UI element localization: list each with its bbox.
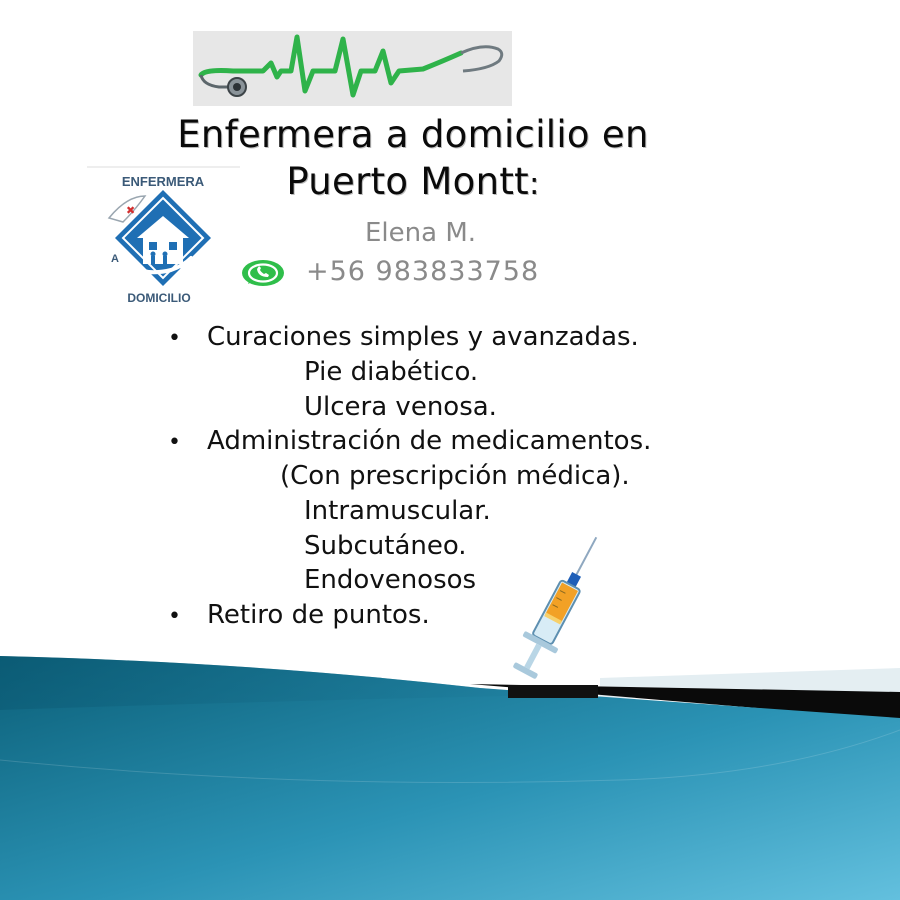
title-colon: :	[528, 166, 540, 202]
logo-middle-text: A	[111, 253, 119, 265]
service-note: (Con prescripción médica).	[280, 461, 630, 491]
service-detail: Endovenosos	[304, 565, 477, 595]
service-detail: Subcutáneo.	[304, 531, 467, 561]
contact-name: Elena M.	[365, 218, 477, 248]
page-title-line1: Enfermera a domicilio en	[177, 113, 649, 156]
enfermera-domicilio-logo	[87, 166, 240, 306]
service-item-label: Curaciones simples y avanzadas.	[207, 322, 639, 352]
decorative-wave-background	[0, 640, 900, 900]
whatsapp-icon	[240, 258, 286, 288]
bullet-2: •	[168, 430, 181, 455]
bullet-3: •	[168, 604, 181, 629]
bullet-1: •	[168, 326, 181, 351]
contact-phone: +56 983833758	[306, 256, 540, 287]
page-title-city: Puerto Montt	[286, 160, 529, 203]
logo-top-text: ENFERMERA	[121, 174, 205, 189]
service-detail: Intramuscular.	[304, 496, 491, 526]
svg-text:✚: ✚	[179, 260, 191, 276]
service-item-label: Administración de medicamentos.	[207, 426, 652, 456]
syringe-image	[500, 525, 610, 700]
service-detail: Pie diabético.	[304, 357, 479, 387]
stethoscope-banner	[193, 31, 512, 106]
service-item-label: Retiro de puntos.	[207, 600, 430, 630]
svg-text:✖: ✖	[126, 204, 136, 217]
logo-bottom-text: DOMICILIO	[127, 291, 191, 305]
service-detail: Ulcera venosa.	[304, 392, 497, 422]
